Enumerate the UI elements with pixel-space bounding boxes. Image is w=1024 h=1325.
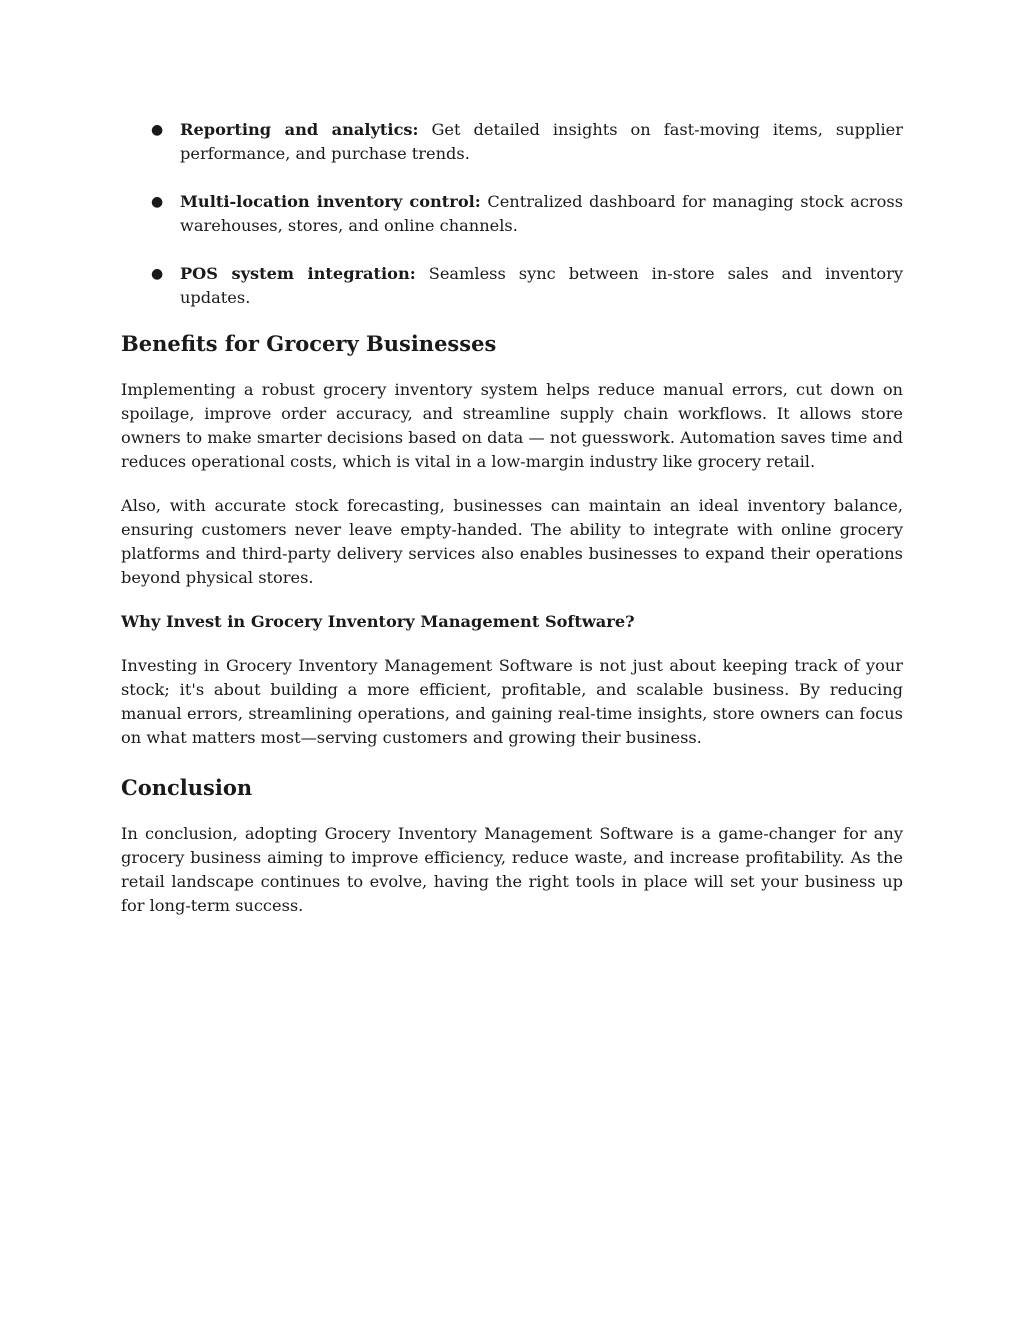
- bullet-icon: ●: [151, 122, 164, 138]
- conclusion-paragraph: In conclusion, adopting Grocery Inventory Management Software is a game-changer for any grocery business aiming to improve efficiency, reduce waste, and increase profitability. As the retail landscape continues to evolve, having the right tools in place will set your business up for long-term success.: [121, 824, 903, 915]
- feature-bullet-list: [121, 118, 903, 310]
- bullet-label: Multi-location inventory control:: [180, 192, 481, 211]
- bullet-icon: ●: [151, 194, 164, 210]
- list-item: [120, 190, 903, 238]
- conclusion-heading: Conclusion: [121, 775, 253, 800]
- benefits-heading: Benefits for Grocery Businesses: [121, 331, 497, 356]
- why-invest-heading: Why Invest in Grocery Inventory Management Software?: [121, 612, 635, 631]
- why-invest-paragraph: Investing in Grocery Inventory Management Software is not just about keeping track of your stock; it's about building a more efficient, profitable, and scalable business. By reducing manual errors, streamlining operations, and gaining real-time insights, store owners can focus on what matters most—serving customers and growing their business.: [121, 656, 903, 747]
- list-item: [120, 118, 903, 166]
- benefits-paragraph-2: Also, with accurate stock forecasting, businesses can maintain an ideal inventory balance, ensuring customers never leave empty-handed. The ability to integrate with online grocery platforms and third-party delivery services also enables businesses to expand their operations beyond physical stores.: [121, 496, 903, 587]
- bullet-label: POS system integration:: [180, 264, 416, 283]
- bullet-text: Get detailed insights on fast-moving items, supplier performance, and purchase trends.: [180, 120, 903, 163]
- bullet-icon: ●: [151, 266, 164, 282]
- bullet-text: Seamless sync between in-store sales and inventory updates.: [180, 264, 903, 307]
- list-item: [120, 262, 903, 310]
- bullet-text: Centralized dashboard for managing stock across warehouses, stores, and online channels.: [180, 192, 904, 235]
- benefits-paragraph-1: Implementing a robust grocery inventory system helps reduce manual errors, cut down on spoilage, improve order accuracy, and streamline supply chain workflows. It allows store owners to make smarter decisions based on data — not guesswork. Automation saves time and reduces operational costs, which is vital in a low-margin industry like grocery retail.: [121, 380, 903, 471]
- bullet-label: Reporting and analytics:: [180, 120, 419, 139]
- document-page: [121, 118, 903, 918]
